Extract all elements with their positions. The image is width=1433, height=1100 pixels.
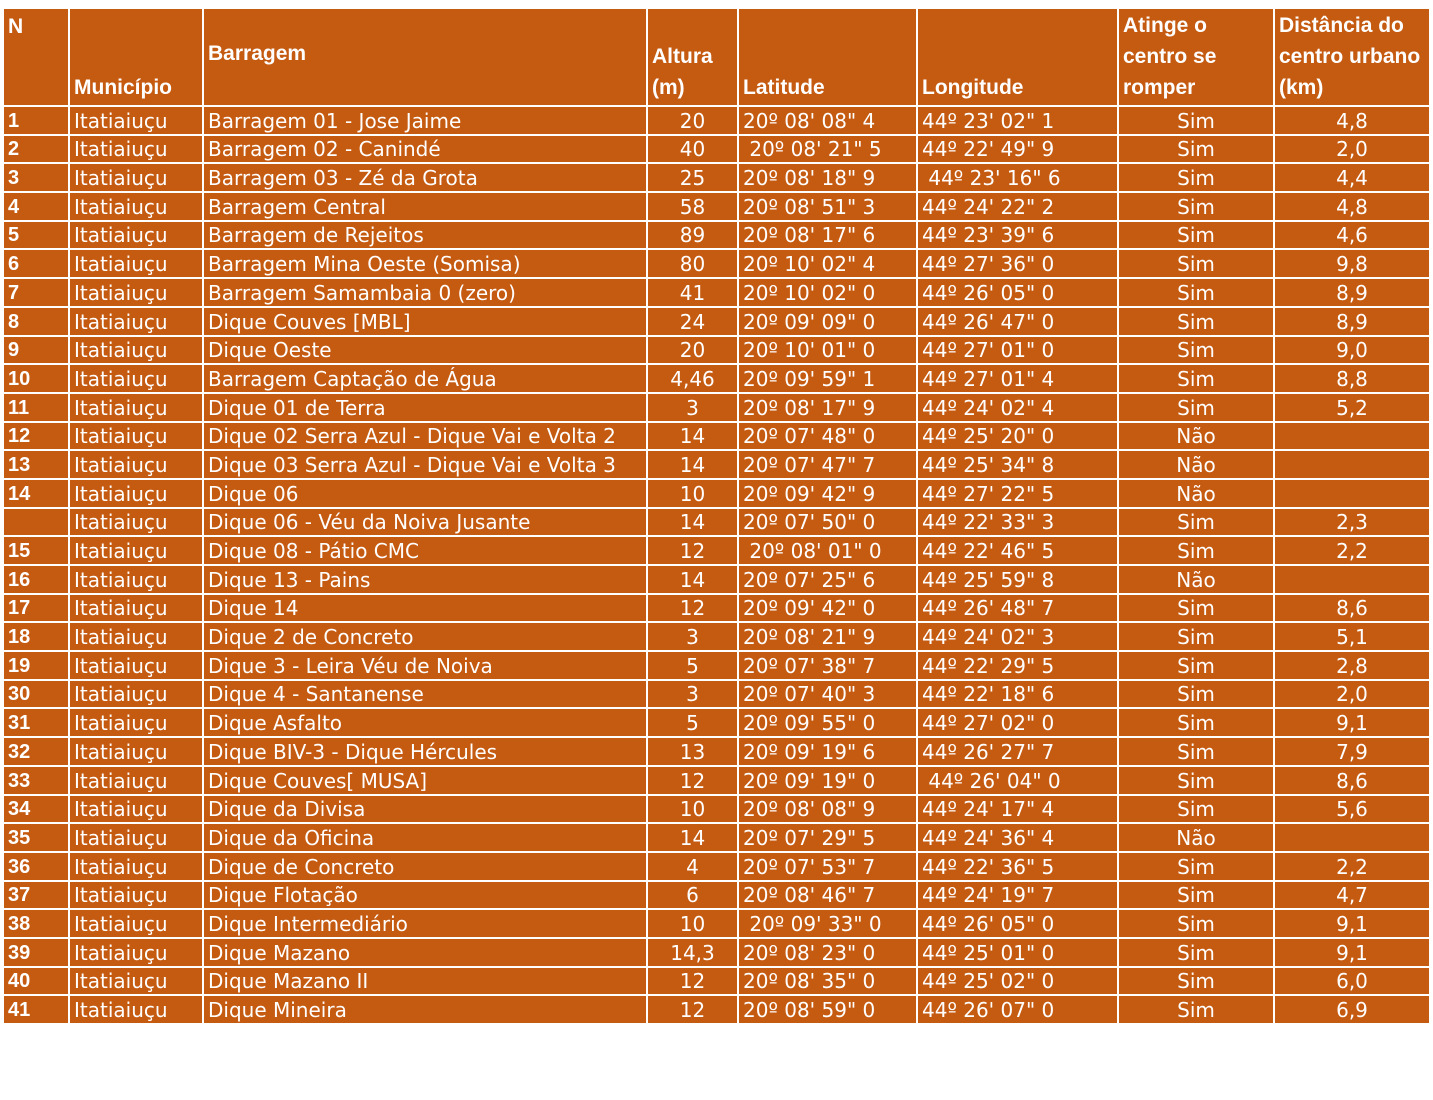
cell-longitude: 44º 26' 04" 0: [917, 766, 1118, 795]
table-row: [3, 967, 1430, 996]
cell-n: 16: [3, 565, 69, 594]
cell-municipio: Itatiaiuçu: [69, 852, 203, 881]
cell-altura: 13: [647, 737, 738, 766]
cell-barragem: Dique 02 Serra Azul - Dique Vai e Volta 2: [203, 422, 647, 451]
table-row: [3, 852, 1430, 881]
cell-distancia: 2,0: [1274, 135, 1430, 164]
cell-longitude: 44º 24' 02" 4: [917, 393, 1118, 422]
cell-latitude: 20º 08' 18" 9: [738, 163, 917, 192]
cell-latitude: 20º 10' 02" 0: [738, 278, 917, 307]
cell-municipio: Itatiaiuçu: [69, 737, 203, 766]
cell-altura: 6: [647, 881, 738, 910]
table-body: [3, 106, 1430, 1024]
cell-barragem: Barragem 02 - Canindé: [203, 135, 647, 164]
cell-barragem: Dique 08 - Pátio CMC: [203, 536, 647, 565]
cell-barragem: Barragem Captação de Água: [203, 364, 647, 393]
table-row: [3, 135, 1430, 164]
cell-distancia: 6,9: [1274, 995, 1430, 1024]
cell-municipio: Itatiaiuçu: [69, 881, 203, 910]
cell-atinge: Não: [1118, 479, 1274, 508]
cell-municipio: Itatiaiuçu: [69, 278, 203, 307]
cell-distancia: 4,4: [1274, 163, 1430, 192]
cell-latitude: 20º 08' 01" 0: [738, 536, 917, 565]
cell-altura: 3: [647, 393, 738, 422]
header-altura: Altura (m): [647, 8, 738, 106]
cell-municipio: Itatiaiuçu: [69, 221, 203, 250]
cell-longitude: 44º 23' 16" 6: [917, 163, 1118, 192]
cell-municipio: Itatiaiuçu: [69, 565, 203, 594]
cell-municipio: Itatiaiuçu: [69, 249, 203, 278]
cell-atinge: Sim: [1118, 967, 1274, 996]
cell-latitude: 20º 09' 55" 0: [738, 708, 917, 737]
cell-atinge: Não: [1118, 823, 1274, 852]
cell-municipio: Itatiaiuçu: [69, 594, 203, 623]
table-row: [3, 307, 1430, 336]
cell-latitude: 20º 08' 23" 0: [738, 938, 917, 967]
cell-distancia: 7,9: [1274, 737, 1430, 766]
cell-altura: 10: [647, 909, 738, 938]
cell-distancia: 9,1: [1274, 909, 1430, 938]
cell-municipio: Itatiaiuçu: [69, 795, 203, 824]
header-row: [3, 8, 1430, 106]
cell-n: 32: [3, 737, 69, 766]
cell-altura: 14,3: [647, 938, 738, 967]
table-row: [3, 393, 1430, 422]
cell-n: 7: [3, 278, 69, 307]
cell-barragem: Barragem Samambaia 0 (zero): [203, 278, 647, 307]
table-row: [3, 565, 1430, 594]
cell-altura: 25: [647, 163, 738, 192]
cell-latitude: 20º 08' 51" 3: [738, 192, 917, 221]
cell-latitude: 20º 08' 35" 0: [738, 967, 917, 996]
cell-longitude: 44º 23' 39" 6: [917, 221, 1118, 250]
cell-distancia: [1274, 823, 1430, 852]
cell-distancia: 9,0: [1274, 336, 1430, 365]
table-row: [3, 536, 1430, 565]
cell-barragem: Dique 2 de Concreto: [203, 622, 647, 651]
cell-atinge: Sim: [1118, 995, 1274, 1024]
cell-atinge: Não: [1118, 422, 1274, 451]
dam-table: [2, 7, 1431, 1025]
cell-barragem: Barragem de Rejeitos: [203, 221, 647, 250]
cell-municipio: Itatiaiuçu: [69, 163, 203, 192]
cell-barragem: Dique 06: [203, 479, 647, 508]
cell-altura: 24: [647, 307, 738, 336]
cell-latitude: 20º 07' 47" 7: [738, 450, 917, 479]
cell-n: 9: [3, 336, 69, 365]
cell-longitude: 44º 25' 59" 8: [917, 565, 1118, 594]
cell-longitude: 44º 22' 49" 9: [917, 135, 1118, 164]
cell-longitude: 44º 24' 22" 2: [917, 192, 1118, 221]
cell-distancia: 8,6: [1274, 766, 1430, 795]
cell-municipio: Itatiaiuçu: [69, 909, 203, 938]
header-municipio: Município: [69, 8, 203, 106]
cell-atinge: Sim: [1118, 221, 1274, 250]
table-row: [3, 795, 1430, 824]
cell-municipio: Itatiaiuçu: [69, 651, 203, 680]
cell-distancia: 2,0: [1274, 680, 1430, 709]
cell-longitude: 44º 22' 46" 5: [917, 536, 1118, 565]
cell-latitude: 20º 07' 29" 5: [738, 823, 917, 852]
cell-latitude: 20º 08' 08" 4: [738, 106, 917, 135]
table-row: [3, 450, 1430, 479]
cell-n: 11: [3, 393, 69, 422]
cell-barragem: Dique Mazano II: [203, 967, 647, 996]
cell-atinge: Sim: [1118, 622, 1274, 651]
cell-altura: 12: [647, 594, 738, 623]
cell-barragem: Dique Couves[ MUSA]: [203, 766, 647, 795]
cell-latitude: 20º 08' 59" 0: [738, 995, 917, 1024]
cell-latitude: 20º 07' 50" 0: [738, 508, 917, 537]
cell-latitude: 20º 07' 48" 0: [738, 422, 917, 451]
header-barragem: Barragem: [203, 8, 647, 106]
cell-n: 17: [3, 594, 69, 623]
cell-longitude: 44º 27' 22" 5: [917, 479, 1118, 508]
cell-atinge: Sim: [1118, 909, 1274, 938]
cell-longitude: 44º 26' 05" 0: [917, 909, 1118, 938]
cell-barragem: Dique de Concreto: [203, 852, 647, 881]
cell-distancia: 8,9: [1274, 307, 1430, 336]
table-row: [3, 163, 1430, 192]
cell-distancia: 8,8: [1274, 364, 1430, 393]
header-distancia: Distância do centro urbano (km): [1274, 8, 1430, 106]
cell-barragem: Barragem Mina Oeste (Somisa): [203, 249, 647, 278]
cell-altura: 20: [647, 106, 738, 135]
header-n: N: [3, 8, 69, 106]
cell-municipio: Itatiaiuçu: [69, 450, 203, 479]
cell-altura: 80: [647, 249, 738, 278]
cell-atinge: Sim: [1118, 106, 1274, 135]
cell-n: 18: [3, 622, 69, 651]
cell-n: 5: [3, 221, 69, 250]
cell-longitude: 44º 26' 27" 7: [917, 737, 1118, 766]
cell-barragem: Dique Oeste: [203, 336, 647, 365]
cell-atinge: Sim: [1118, 307, 1274, 336]
cell-longitude: 44º 22' 33" 3: [917, 508, 1118, 537]
table-row: [3, 364, 1430, 393]
cell-municipio: Itatiaiuçu: [69, 479, 203, 508]
cell-latitude: 20º 08' 17" 9: [738, 393, 917, 422]
cell-n: 3: [3, 163, 69, 192]
cell-longitude: 44º 26' 47" 0: [917, 307, 1118, 336]
cell-barragem: Dique 3 - Leira Véu de Noiva: [203, 651, 647, 680]
cell-n: 15: [3, 536, 69, 565]
cell-altura: 12: [647, 766, 738, 795]
cell-altura: 14: [647, 565, 738, 594]
cell-distancia: 4,6: [1274, 221, 1430, 250]
cell-barragem: Dique Flotação: [203, 881, 647, 910]
cell-atinge: Sim: [1118, 508, 1274, 537]
cell-altura: 58: [647, 192, 738, 221]
cell-distancia: 2,2: [1274, 852, 1430, 881]
table-row: [3, 249, 1430, 278]
cell-municipio: Itatiaiuçu: [69, 135, 203, 164]
cell-n: 34: [3, 795, 69, 824]
cell-latitude: 20º 07' 53" 7: [738, 852, 917, 881]
cell-altura: 20: [647, 336, 738, 365]
cell-municipio: Itatiaiuçu: [69, 393, 203, 422]
cell-distancia: [1274, 450, 1430, 479]
cell-atinge: Sim: [1118, 938, 1274, 967]
cell-latitude: 20º 08' 08" 9: [738, 795, 917, 824]
cell-altura: 40: [647, 135, 738, 164]
cell-municipio: Itatiaiuçu: [69, 708, 203, 737]
cell-atinge: Sim: [1118, 278, 1274, 307]
cell-distancia: 5,6: [1274, 795, 1430, 824]
cell-latitude: 20º 09' 42" 9: [738, 479, 917, 508]
cell-altura: 4,46: [647, 364, 738, 393]
cell-latitude: 20º 07' 25" 6: [738, 565, 917, 594]
table-row: [3, 422, 1430, 451]
table-row: [3, 737, 1430, 766]
table-row: [3, 909, 1430, 938]
cell-atinge: Sim: [1118, 249, 1274, 278]
cell-municipio: Itatiaiuçu: [69, 680, 203, 709]
cell-distancia: [1274, 479, 1430, 508]
cell-n: 10: [3, 364, 69, 393]
cell-distancia: 9,8: [1274, 249, 1430, 278]
cell-altura: 14: [647, 450, 738, 479]
cell-altura: 14: [647, 422, 738, 451]
table-row: [3, 680, 1430, 709]
cell-barragem: Barragem Central: [203, 192, 647, 221]
cell-barragem: Dique 13 - Pains: [203, 565, 647, 594]
cell-atinge: Sim: [1118, 163, 1274, 192]
cell-longitude: 44º 24' 17" 4: [917, 795, 1118, 824]
cell-municipio: Itatiaiuçu: [69, 508, 203, 537]
cell-municipio: Itatiaiuçu: [69, 766, 203, 795]
cell-latitude: 20º 09' 42" 0: [738, 594, 917, 623]
cell-altura: 41: [647, 278, 738, 307]
cell-n: 35: [3, 823, 69, 852]
cell-n: 37: [3, 881, 69, 910]
cell-barragem: Dique 01 de Terra: [203, 393, 647, 422]
cell-barragem: Barragem 03 - Zé da Grota: [203, 163, 647, 192]
cell-atinge: Sim: [1118, 364, 1274, 393]
cell-distancia: 5,2: [1274, 393, 1430, 422]
cell-atinge: Sim: [1118, 708, 1274, 737]
cell-barragem: Dique da Divisa: [203, 795, 647, 824]
table-row: [3, 278, 1430, 307]
cell-barragem: Dique 14: [203, 594, 647, 623]
cell-altura: 12: [647, 967, 738, 996]
cell-latitude: 20º 10' 01" 0: [738, 336, 917, 365]
cell-altura: 12: [647, 995, 738, 1024]
cell-barragem: Dique Mazano: [203, 938, 647, 967]
cell-distancia: 9,1: [1274, 708, 1430, 737]
cell-distancia: 8,6: [1274, 594, 1430, 623]
cell-n: 14: [3, 479, 69, 508]
cell-longitude: 44º 27' 01" 0: [917, 336, 1118, 365]
cell-n: 41: [3, 995, 69, 1024]
header-longitude: Longitude: [917, 8, 1118, 106]
cell-longitude: 44º 24' 19" 7: [917, 881, 1118, 910]
header-latitude: Latitude: [738, 8, 917, 106]
cell-n: 36: [3, 852, 69, 881]
cell-atinge: Sim: [1118, 135, 1274, 164]
table-row: [3, 594, 1430, 623]
cell-longitude: 44º 25' 20" 0: [917, 422, 1118, 451]
cell-barragem: Barragem 01 - Jose Jaime: [203, 106, 647, 135]
cell-longitude: 44º 22' 29" 5: [917, 651, 1118, 680]
cell-n: 30: [3, 680, 69, 709]
cell-n: 2: [3, 135, 69, 164]
cell-atinge: Sim: [1118, 766, 1274, 795]
table-row: [3, 651, 1430, 680]
cell-municipio: Itatiaiuçu: [69, 192, 203, 221]
cell-altura: 3: [647, 680, 738, 709]
cell-n: 19: [3, 651, 69, 680]
cell-atinge: Sim: [1118, 393, 1274, 422]
cell-latitude: 20º 08' 17" 6: [738, 221, 917, 250]
cell-barragem: Dique Asfalto: [203, 708, 647, 737]
cell-atinge: Não: [1118, 565, 1274, 594]
table-row: [3, 479, 1430, 508]
cell-atinge: Sim: [1118, 536, 1274, 565]
cell-distancia: 6,0: [1274, 967, 1430, 996]
cell-atinge: Sim: [1118, 737, 1274, 766]
cell-n: 1: [3, 106, 69, 135]
cell-altura: 14: [647, 823, 738, 852]
cell-longitude: 44º 27' 01" 4: [917, 364, 1118, 393]
cell-barragem: Dique Intermediário: [203, 909, 647, 938]
table-row: [3, 508, 1430, 537]
header-atinge: Atinge o centro se romper: [1118, 8, 1274, 106]
cell-longitude: 44º 26' 07" 0: [917, 995, 1118, 1024]
cell-altura: 89: [647, 221, 738, 250]
cell-n: 6: [3, 249, 69, 278]
cell-latitude: 20º 09' 09" 0: [738, 307, 917, 336]
cell-barragem: Dique da Oficina: [203, 823, 647, 852]
cell-longitude: 44º 23' 02" 1: [917, 106, 1118, 135]
cell-n: 33: [3, 766, 69, 795]
cell-distancia: 4,8: [1274, 192, 1430, 221]
cell-atinge: Sim: [1118, 680, 1274, 709]
cell-atinge: Sim: [1118, 192, 1274, 221]
cell-n: [3, 508, 69, 537]
cell-atinge: Sim: [1118, 594, 1274, 623]
cell-distancia: 2,8: [1274, 651, 1430, 680]
cell-distancia: [1274, 422, 1430, 451]
cell-municipio: Itatiaiuçu: [69, 967, 203, 996]
cell-municipio: Itatiaiuçu: [69, 307, 203, 336]
table-row: [3, 622, 1430, 651]
cell-altura: 5: [647, 708, 738, 737]
table-row: [3, 106, 1430, 135]
cell-distancia: 8,9: [1274, 278, 1430, 307]
table-row: [3, 336, 1430, 365]
cell-latitude: 20º 09' 33" 0: [738, 909, 917, 938]
cell-n: 39: [3, 938, 69, 967]
table-row: [3, 995, 1430, 1024]
cell-municipio: Itatiaiuçu: [69, 823, 203, 852]
cell-distancia: 4,7: [1274, 881, 1430, 910]
cell-latitude: 20º 09' 19" 0: [738, 766, 917, 795]
cell-latitude: 20º 08' 46" 7: [738, 881, 917, 910]
cell-latitude: 20º 08' 21" 9: [738, 622, 917, 651]
cell-atinge: Não: [1118, 450, 1274, 479]
cell-n: 4: [3, 192, 69, 221]
cell-atinge: Sim: [1118, 852, 1274, 881]
cell-longitude: 44º 22' 36" 5: [917, 852, 1118, 881]
cell-longitude: 44º 24' 02" 3: [917, 622, 1118, 651]
cell-barragem: Dique 4 - Santanense: [203, 680, 647, 709]
cell-altura: 14: [647, 508, 738, 537]
cell-n: 31: [3, 708, 69, 737]
cell-distancia: 5,1: [1274, 622, 1430, 651]
cell-distancia: 9,1: [1274, 938, 1430, 967]
cell-barragem: Dique Couves [MBL]: [203, 307, 647, 336]
cell-barragem: Dique 03 Serra Azul - Dique Vai e Volta 3: [203, 450, 647, 479]
cell-longitude: 44º 24' 36" 4: [917, 823, 1118, 852]
cell-altura: 10: [647, 795, 738, 824]
cell-altura: 4: [647, 852, 738, 881]
table-row: [3, 938, 1430, 967]
table-row: [3, 192, 1430, 221]
cell-n: 40: [3, 967, 69, 996]
cell-altura: 12: [647, 536, 738, 565]
cell-barragem: Dique BIV-3 - Dique Hércules: [203, 737, 647, 766]
cell-atinge: Sim: [1118, 795, 1274, 824]
cell-altura: 10: [647, 479, 738, 508]
cell-n: 8: [3, 307, 69, 336]
cell-municipio: Itatiaiuçu: [69, 536, 203, 565]
cell-longitude: 44º 27' 02" 0: [917, 708, 1118, 737]
cell-longitude: 44º 22' 18" 6: [917, 680, 1118, 709]
cell-municipio: Itatiaiuçu: [69, 938, 203, 967]
cell-longitude: 44º 27' 36" 0: [917, 249, 1118, 278]
cell-n: 13: [3, 450, 69, 479]
cell-distancia: 2,2: [1274, 536, 1430, 565]
cell-atinge: Sim: [1118, 651, 1274, 680]
cell-atinge: Sim: [1118, 881, 1274, 910]
cell-municipio: Itatiaiuçu: [69, 336, 203, 365]
cell-atinge: Sim: [1118, 336, 1274, 365]
cell-latitude: 20º 07' 38" 7: [738, 651, 917, 680]
cell-longitude: 44º 26' 05" 0: [917, 278, 1118, 307]
cell-n: 38: [3, 909, 69, 938]
cell-altura: 5: [647, 651, 738, 680]
cell-distancia: 4,8: [1274, 106, 1430, 135]
cell-longitude: 44º 25' 34" 8: [917, 450, 1118, 479]
table-row: [3, 221, 1430, 250]
cell-latitude: 20º 10' 02" 4: [738, 249, 917, 278]
cell-municipio: Itatiaiuçu: [69, 995, 203, 1024]
cell-barragem: Dique 06 - Véu da Noiva Jusante: [203, 508, 647, 537]
cell-municipio: Itatiaiuçu: [69, 364, 203, 393]
cell-longitude: 44º 26' 48" 7: [917, 594, 1118, 623]
table-row: [3, 881, 1430, 910]
table-row: [3, 766, 1430, 795]
cell-distancia: 2,3: [1274, 508, 1430, 537]
cell-municipio: Itatiaiuçu: [69, 106, 203, 135]
cell-latitude: 20º 09' 59" 1: [738, 364, 917, 393]
cell-longitude: 44º 25' 01" 0: [917, 938, 1118, 967]
table-row: [3, 823, 1430, 852]
cell-distancia: [1274, 565, 1430, 594]
cell-n: 12: [3, 422, 69, 451]
cell-longitude: 44º 25' 02" 0: [917, 967, 1118, 996]
cell-latitude: 20º 07' 40" 3: [738, 680, 917, 709]
cell-latitude: 20º 08' 21" 5: [738, 135, 917, 164]
cell-latitude: 20º 09' 19" 6: [738, 737, 917, 766]
cell-municipio: Itatiaiuçu: [69, 422, 203, 451]
table-row: [3, 708, 1430, 737]
cell-municipio: Itatiaiuçu: [69, 622, 203, 651]
cell-barragem: Dique Mineira: [203, 995, 647, 1024]
cell-altura: 3: [647, 622, 738, 651]
